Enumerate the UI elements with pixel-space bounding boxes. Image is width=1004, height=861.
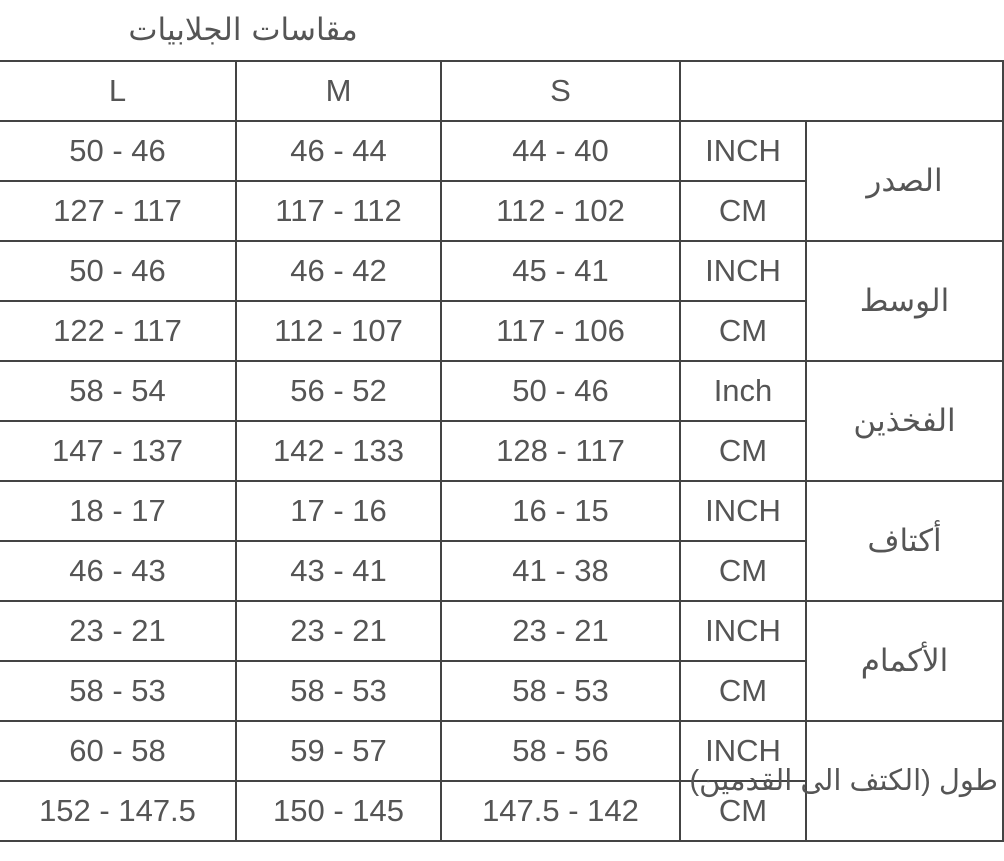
size-chart-table [0, 60, 1004, 842]
value-cell-s: 117 - 106 [441, 301, 680, 361]
measurement-name: الأكمام [806, 601, 1003, 721]
value-cell-l: 147 - 137 [0, 421, 236, 481]
size-header-m: M [236, 61, 441, 121]
value-cell-m: 150 - 145 [236, 781, 441, 841]
value-cell-s: 128 - 117 [441, 421, 680, 481]
unit-cell: CM [680, 301, 806, 361]
value-cell-s: 147.5 - 142 [441, 781, 680, 841]
value-cell-s: 50 - 46 [441, 361, 680, 421]
value-cell-l: 18 - 17 [0, 481, 236, 541]
value-cell-m: 59 - 57 [236, 721, 441, 781]
value-cell-l: 122 - 117 [0, 301, 236, 361]
value-cell-m: 46 - 44 [236, 121, 441, 181]
value-cell-m: 58 - 53 [236, 661, 441, 721]
value-cell-s: 16 - 15 [441, 481, 680, 541]
value-cell-m: 46 - 42 [236, 241, 441, 301]
value-cell-m: 142 - 133 [236, 421, 441, 481]
value-cell-s: 44 - 40 [441, 121, 680, 181]
value-cell-l: 58 - 53 [0, 661, 236, 721]
table-row [0, 721, 1003, 781]
unit-cell: CM [680, 781, 806, 841]
table-row [0, 601, 1003, 661]
value-cell-s: 58 - 53 [441, 661, 680, 721]
value-cell-s: 23 - 21 [441, 601, 680, 661]
measurement-name: أكتاف [806, 481, 1003, 601]
value-cell-s: 41 - 38 [441, 541, 680, 601]
value-cell-m: 117 - 112 [236, 181, 441, 241]
unit-cell: INCH [680, 601, 806, 661]
measurement-name: الصدر [806, 121, 1003, 241]
table-row [0, 361, 1003, 421]
unit-header [680, 61, 1003, 121]
value-cell-l: 50 - 46 [0, 241, 236, 301]
value-cell-m: 23 - 21 [236, 601, 441, 661]
unit-cell: INCH [680, 241, 806, 301]
value-cell-m: 112 - 107 [236, 301, 441, 361]
size-header-l: L [0, 61, 236, 121]
value-cell-m: 56 - 52 [236, 361, 441, 421]
header-row [0, 61, 1003, 121]
value-cell-l: 46 - 43 [0, 541, 236, 601]
value-cell-l: 152 - 147.5 [0, 781, 236, 841]
value-cell-l: 50 - 46 [0, 121, 236, 181]
value-cell-m: 17 - 16 [236, 481, 441, 541]
unit-cell: CM [680, 421, 806, 481]
unit-cell: Inch [680, 361, 806, 421]
value-cell-l: 60 - 58 [0, 721, 236, 781]
unit-cell: CM [680, 541, 806, 601]
value-cell-s: 58 - 56 [441, 721, 680, 781]
table-row [0, 121, 1003, 181]
measurement-name: الفخذين [806, 361, 1003, 481]
table-row [0, 481, 1003, 541]
page-title: مقاسات الجلابيات [128, 12, 358, 48]
measurement-name: طول (الكتف الى القدمين) [806, 721, 1003, 841]
value-cell-l: 58 - 54 [0, 361, 236, 421]
unit-cell: INCH [680, 721, 806, 781]
value-cell-l: 23 - 21 [0, 601, 236, 661]
unit-cell: INCH [680, 121, 806, 181]
unit-cell: INCH [680, 481, 806, 541]
size-header-s: S [441, 61, 680, 121]
unit-cell: CM [680, 661, 806, 721]
unit-cell: CM [680, 181, 806, 241]
table-row [0, 241, 1003, 301]
value-cell-s: 45 - 41 [441, 241, 680, 301]
value-cell-s: 112 - 102 [441, 181, 680, 241]
value-cell-l: 127 - 117 [0, 181, 236, 241]
measurement-name: الوسط [806, 241, 1003, 361]
value-cell-m: 43 - 41 [236, 541, 441, 601]
